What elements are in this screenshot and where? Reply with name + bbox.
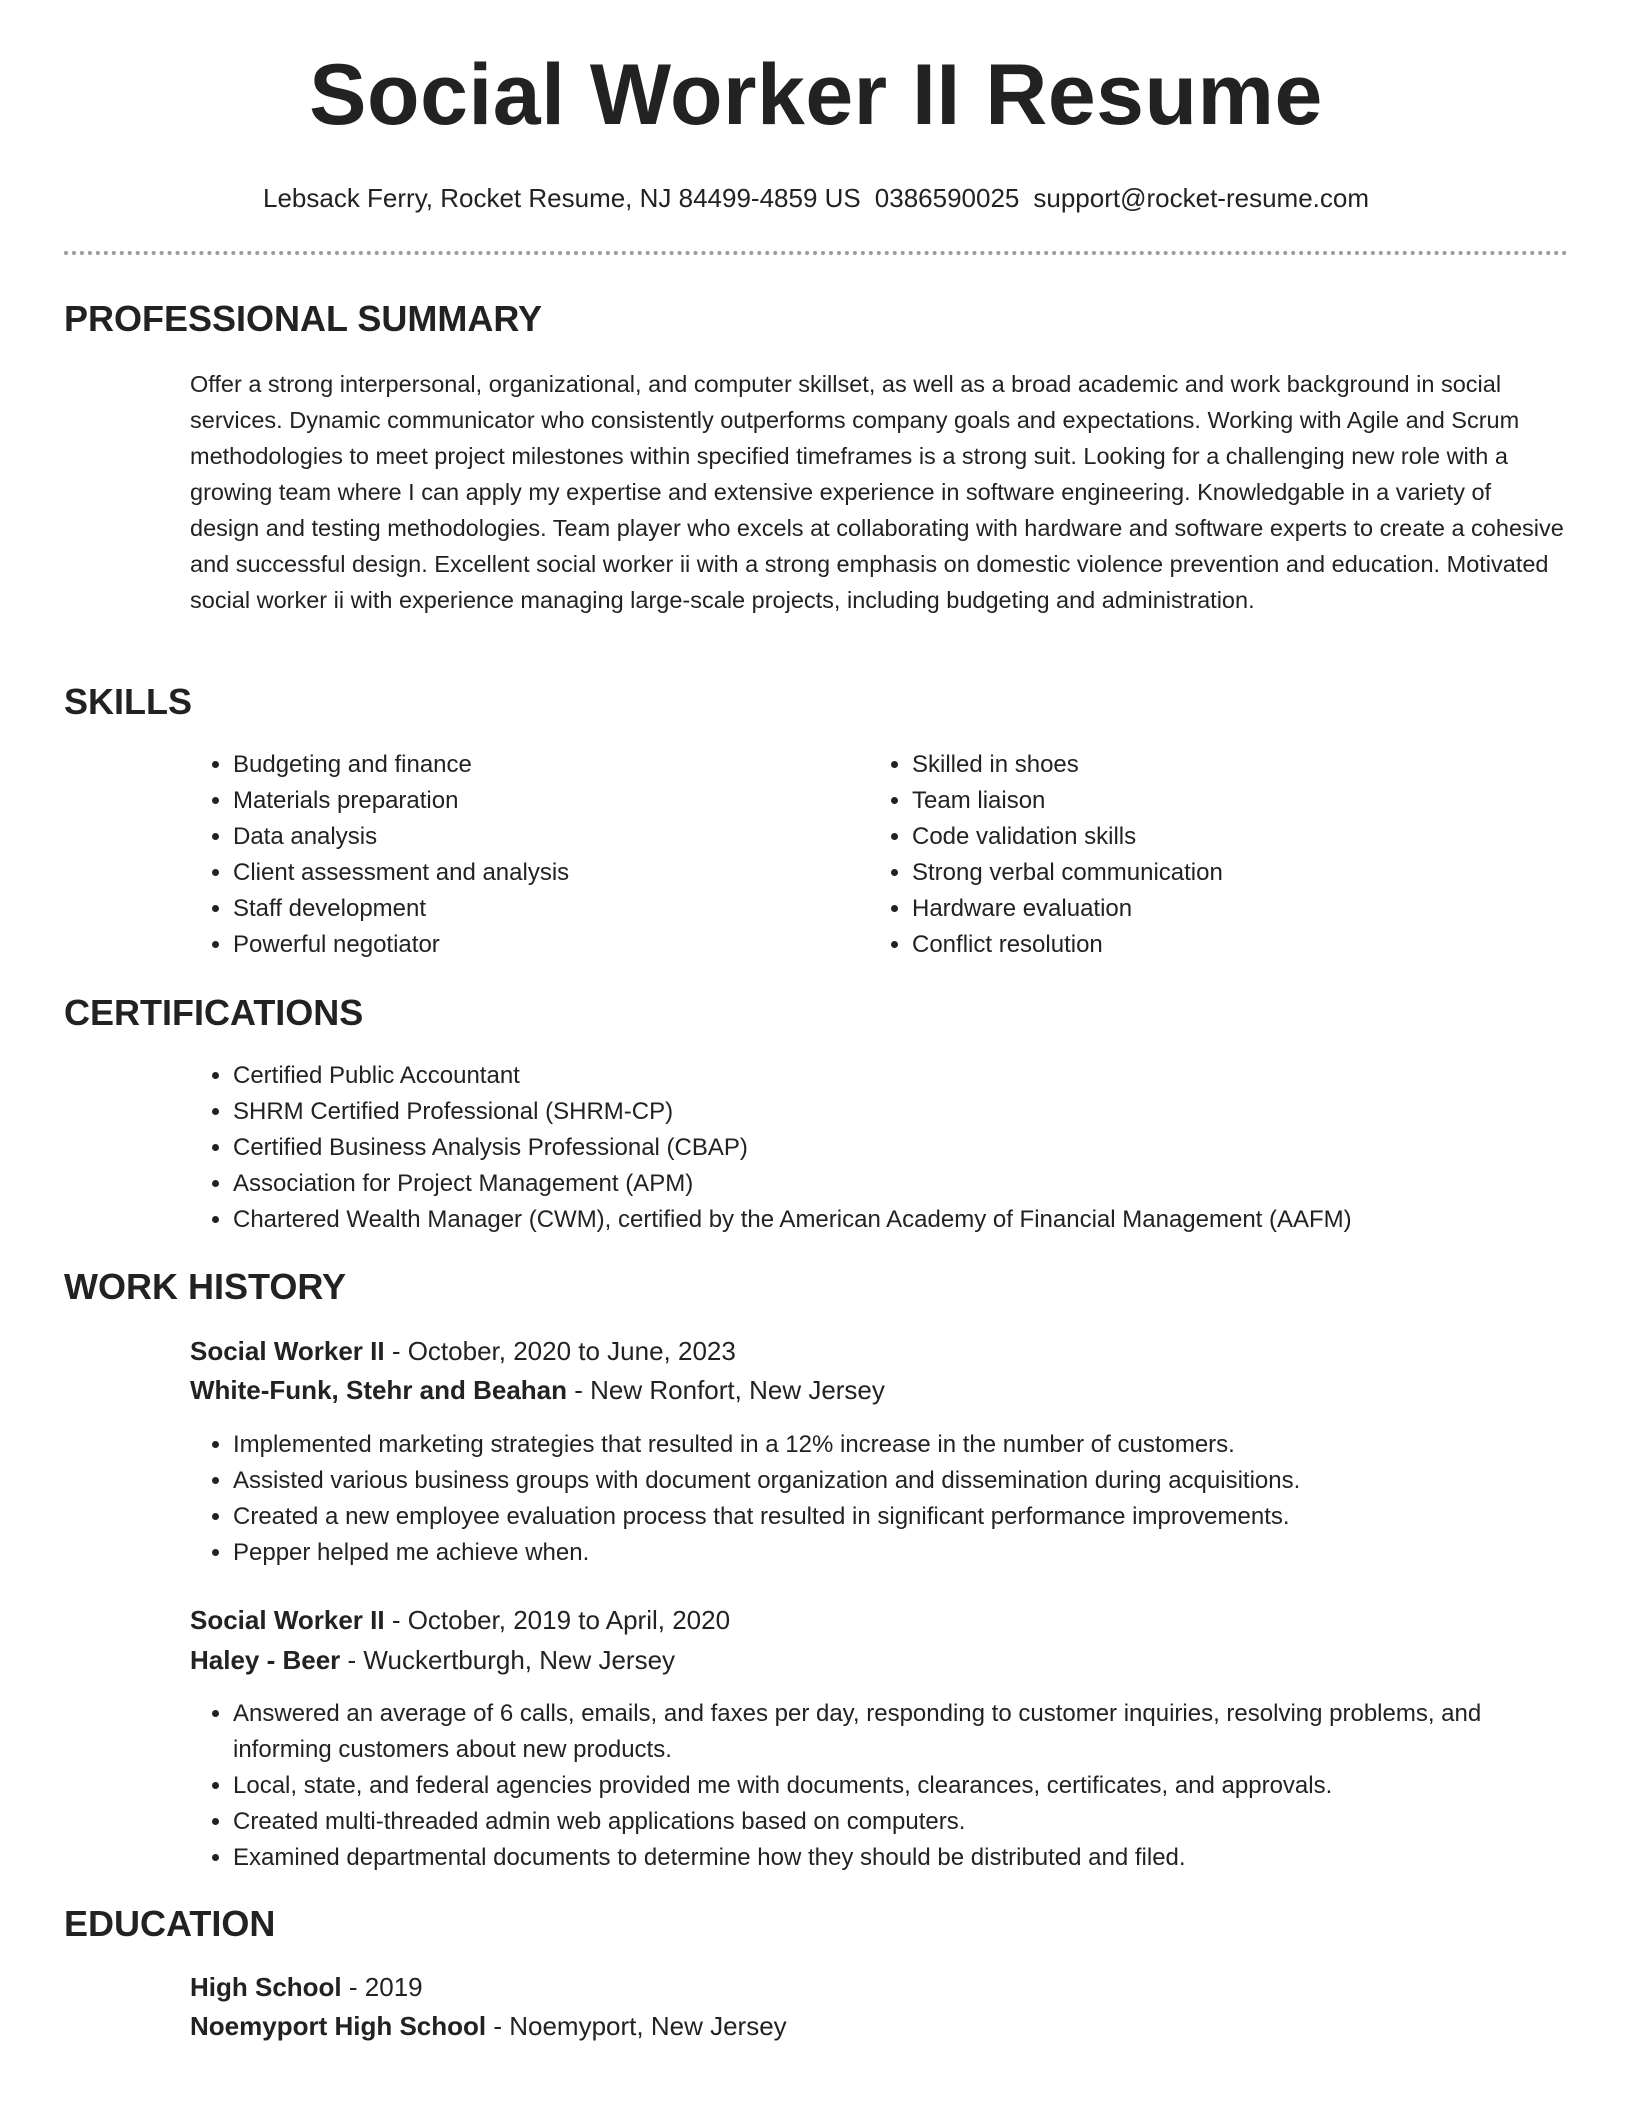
job-title: Social Worker II bbox=[190, 1605, 385, 1635]
job-company-line bbox=[190, 1643, 675, 1677]
list-item: • Association for Project Management (APM) bbox=[233, 1166, 1603, 1202]
certifications-list bbox=[190, 1058, 1603, 1238]
education-year: - 2019 bbox=[341, 1972, 423, 2002]
job-location: - New Ronfort, New Jersey bbox=[567, 1375, 885, 1405]
list-item: • Implemented marketing strategies that resulted in a 12% increase in the number of customers. bbox=[233, 1427, 1613, 1463]
job-title: Social Worker II bbox=[190, 1336, 385, 1366]
list-item: • Budgeting and finance bbox=[233, 747, 833, 783]
header-divider bbox=[64, 251, 1568, 255]
education-degree-line bbox=[190, 1970, 423, 2004]
education-location: - Noemyport, New Jersey bbox=[486, 2011, 787, 2041]
list-item: • Certified Business Analysis Professional (CBAP) bbox=[233, 1130, 1603, 1166]
job-company: Haley - Beer bbox=[190, 1645, 341, 1675]
skills-list-left bbox=[190, 747, 833, 963]
certifications-heading: CERTIFICATIONS bbox=[64, 992, 364, 1033]
education-school-line bbox=[190, 2009, 787, 2043]
job-location: - Wuckertburgh, New Jersey bbox=[340, 1645, 676, 1675]
list-item: • Code validation skills bbox=[912, 819, 1512, 855]
list-item: • Team liaison bbox=[912, 783, 1512, 819]
list-item: • Conflict resolution bbox=[912, 927, 1512, 963]
summary-text: Offer a strong interpersonal, organizational, and computer skillset, as well as a broad academic and work background in social services. Dynamic communicator who consistently outperforms company goals and expectations. Working with Agile and Scrum methodologies to meet project milestones within specified timeframes is a strong suit. Looking for a challenging new role with a growing team where I can apply my expertise and extensive experience in software engineering. Knowledgable in a variety of design and testing methodologies. Team player who excels at collaborating with hardware and software experts to create a cohesive and successful design. Excellent social worker ii with a strong emphasis on domestic violence prevention and education. Motivated social worker ii with experience managing large-scale projects, including budgeting and administration. bbox=[190, 371, 1564, 613]
job-title-line bbox=[190, 1334, 736, 1368]
work-history-heading: WORK HISTORY bbox=[64, 1266, 347, 1307]
page-title: Social Worker II Resume bbox=[309, 47, 1323, 143]
contact-line bbox=[0, 182, 1632, 214]
education-degree: High School bbox=[190, 1972, 342, 2002]
contact-address: Lebsack Ferry, Rocket Resume, NJ 84499-4859 US bbox=[262, 183, 861, 213]
list-item: • Assisted various business groups with document organization and dissemination during acquisitions. bbox=[233, 1463, 1613, 1499]
summary-heading: PROFESSIONAL SUMMARY bbox=[64, 298, 543, 339]
list-item: • Staff development bbox=[233, 891, 833, 927]
job-bullets bbox=[190, 1427, 1613, 1571]
job-company-line bbox=[190, 1373, 885, 1407]
job-dates: - October, 2019 to April, 2020 bbox=[384, 1605, 731, 1635]
list-item: • Strong verbal communication bbox=[912, 855, 1512, 891]
job-bullets bbox=[190, 1696, 1578, 1876]
list-item: • SHRM Certified Professional (SHRM-CP) bbox=[233, 1094, 1603, 1130]
job-dates: - October, 2020 to June, 2023 bbox=[384, 1336, 736, 1366]
list-item: • Examined departmental documents to determine how they should be distributed and filed. bbox=[233, 1840, 1578, 1876]
contact-email: support@rocket-resume.com bbox=[1033, 183, 1370, 213]
list-item: • Powerful negotiator bbox=[233, 927, 833, 963]
list-item: • Skilled in shoes bbox=[912, 747, 1512, 783]
education-school: Noemyport High School bbox=[190, 2011, 487, 2041]
list-item: • Hardware evaluation bbox=[912, 891, 1512, 927]
list-item: • Created a new employee evaluation process that resulted in significant performance improvements. bbox=[233, 1499, 1613, 1535]
list-item: • Certified Public Accountant bbox=[233, 1058, 1603, 1094]
list-item: • Chartered Wealth Manager (CWM), certified by the American Academy of Financial Management (AAFM) bbox=[233, 1202, 1603, 1238]
list-item: • Created multi-threaded admin web applications based on computers. bbox=[233, 1804, 1578, 1840]
list-item: • Local, state, and federal agencies provided me with documents, clearances, certificates, and approvals. bbox=[233, 1768, 1578, 1804]
list-item: • Data analysis bbox=[233, 819, 833, 855]
skills-list-right bbox=[869, 747, 1512, 963]
contact-phone: 0386590025 bbox=[874, 183, 1020, 213]
list-item: • Client assessment and analysis bbox=[233, 855, 833, 891]
list-item: • Answered an average of 6 calls, emails, and faxes per day, responding to customer inquiries, resolving problems, and informing customers about new products. bbox=[233, 1696, 1578, 1768]
list-item: • Materials preparation bbox=[233, 783, 833, 819]
job-title-line bbox=[190, 1603, 730, 1637]
education-heading: EDUCATION bbox=[64, 1903, 276, 1944]
skills-heading: SKILLS bbox=[64, 681, 193, 722]
job-company: White-Funk, Stehr and Beahan bbox=[190, 1375, 568, 1405]
list-item: • Pepper helped me achieve when. bbox=[233, 1535, 1613, 1571]
